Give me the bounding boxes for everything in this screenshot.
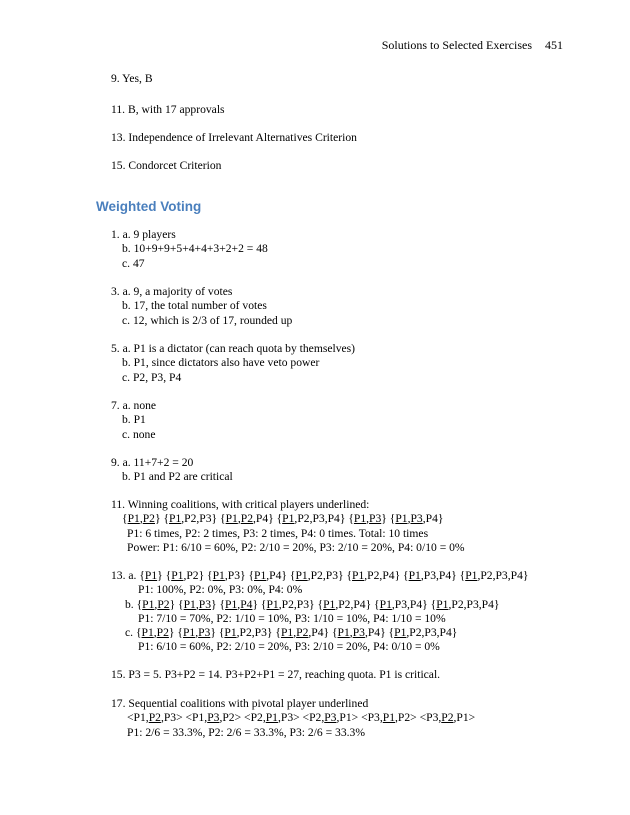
ex5-b: b. P1, since dictators also have veto power <box>122 356 320 370</box>
ex11-intro: 11. Winning coalitions, with critical players underlined: <box>111 498 370 511</box>
ex5-a: 5. a. P1 is a dictator (can reach quota by themselves) <box>111 342 356 355</box>
ex9-b: b. P1 and P2 are critical <box>122 470 233 484</box>
running-title: Solutions to Selected Exercises <box>381 38 532 52</box>
ex11-power: Power: P1: 6/10 = 60%, P2: 2/10 = 20%, P3: 2/10 = 20%, P4: 0/10 = 0% <box>127 540 465 554</box>
exercise-13 <box>111 569 528 655</box>
answer-15: 15. Condorcet Criterion <box>111 159 222 172</box>
ex11-coalitions: {P1,P2} {P1,P2,P3} {P1,P2,P4} {P1,P2,P3,P4} {P1,P3} {P1,P3,P4} <box>122 512 444 526</box>
ex13-a: 13. a. {P1} {P1,P2} {P1,P3} {P1,P4} {P1,P2,P3} {P1,P2,P4} {P1,P3,P4} {P1,P2,P3,P4} <box>111 569 529 582</box>
ex1-a: 1. a. 9 players <box>111 228 176 241</box>
ex3-a: 3. a. 9, a majority of votes <box>111 285 233 298</box>
ex17-power: P1: 2/6 = 33.3%, P2: 2/6 = 33.3%, P3: 2/6 = 33.3% <box>127 725 365 739</box>
answer-13: 13. Independence of Irrelevant Alternatives Criterion <box>111 131 357 144</box>
ex13-a-power: P1: 100%, P2: 0%, P3: 0%, P4: 0% <box>138 583 303 597</box>
ex9-a: 9. a. 11+7+2 = 20 <box>111 456 194 469</box>
ex7-b: b. P1 <box>122 413 146 427</box>
ex17-intro: 17. Sequential coalitions with pivotal player underlined <box>111 697 369 710</box>
ex7-a: 7. a. none <box>111 399 157 412</box>
ex3-b: b. 17, the total number of votes <box>122 299 267 313</box>
exercise-9 <box>111 456 233 485</box>
exercise-5 <box>111 342 355 385</box>
ex13-c: c. {P1,P2} {P1,P3} {P1,P2,P3} {P1,P2,P4} {P1,P3,P4} {P1,P2,P3,P4} <box>125 626 458 640</box>
exercise-15 <box>111 668 440 682</box>
ex3-c: c. 12, which is 2/3 of 17, rounded up <box>122 313 293 327</box>
answer-11: 11. B, with 17 approvals <box>111 103 225 116</box>
ex11-times: P1: 6 times, P2: 2 times, P3: 2 times, P4: 0 times. Total: 10 times <box>127 526 429 540</box>
page-number: 451 <box>545 38 563 52</box>
exercise-7 <box>111 399 156 442</box>
ex5-c: c. P2, P3, P4 <box>122 370 182 384</box>
exercise-3 <box>111 285 292 328</box>
exercise-17 <box>111 697 475 740</box>
ex13-b: b. {P1,P2} {P1,P3} {P1,P4} {P1,P2,P3} {P1,P2,P4} {P1,P3,P4} {P1,P2,P3,P4} <box>125 597 500 611</box>
ex7-c: c. none <box>122 427 156 441</box>
ex17-sequences: <P1,P2,P3> <P1,P3,P2> <P2,P1,P3> <P2,P3,P1> <P3,P1,P2> <P3,P2,P1> <box>127 711 476 725</box>
page-header <box>382 38 563 53</box>
ex1-c: c. 47 <box>122 256 145 270</box>
exercise-1 <box>111 228 268 271</box>
ex13-b-power: P1: 7/10 = 70%, P2: 1/10 = 10%, P3: 1/10 = 10%, P4: 1/10 = 10% <box>138 611 446 625</box>
answer-9: 9. Yes, B <box>111 72 153 85</box>
ex13-c-power: P1: 6/10 = 60%, P2: 2/10 = 20%, P3: 2/10 = 20%, P4: 0/10 = 0% <box>138 640 440 654</box>
section-title: Weighted Voting <box>96 199 202 214</box>
ex1-b: b. 10+9+9+5+4+4+3+2+2 = 48 <box>122 242 268 256</box>
exercise-11 <box>111 498 465 555</box>
ex15-text: 15. P3 = 5. P3+P2 = 14. P3+P2+P1 = 27, reaching quota. P1 is critical. <box>111 668 441 681</box>
